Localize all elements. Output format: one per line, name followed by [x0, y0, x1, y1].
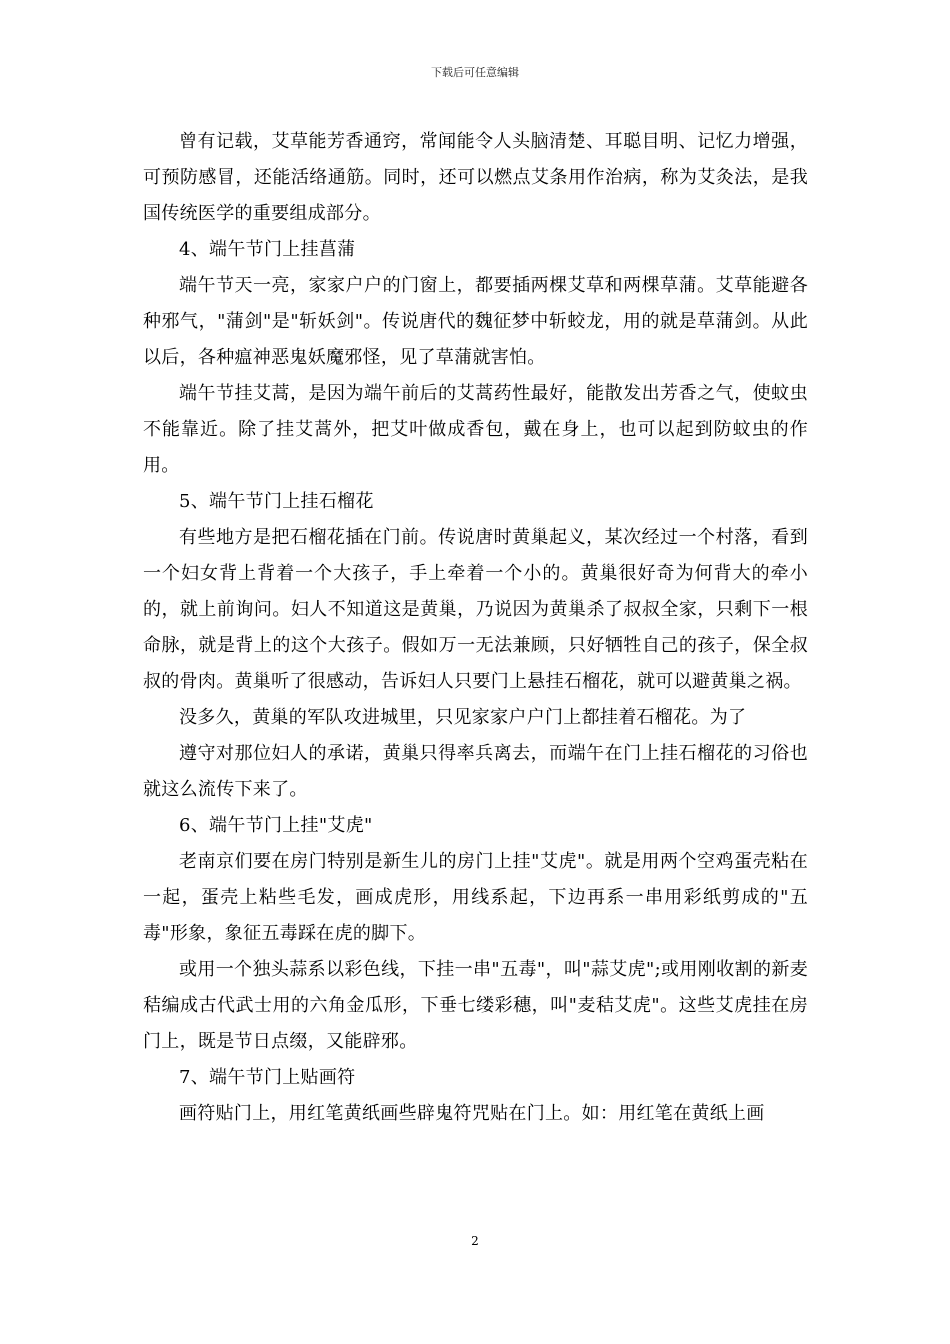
paragraph-aihu-eggshell: 老南京们要在房门特别是新生儿的房门上挂"艾虎"。就是用两个空鸡蛋壳粘在一起，蛋壳上粘些毛发，画成虎形，用线系起，下边再系一串用彩纸剪成的"五毒"形象，象征五毒踩在虎的脚下。: [143, 851, 808, 944]
section-heading-4: 4、端午节门上挂菖蒲: [179, 239, 356, 260]
paragraph-pomegranate-legend: 有些地方是把石榴花插在门前。传说唐时黄巢起义，某次经过一个村落，看到一个妇女背上背着一个大孩子，手上牵着一个小的。黄巢很好奇为何背大的牵小的，就上前询问。妇人不知道这是黄巢，乃说因为黄巢杀了叔叔全家，只剩下一根命脉，就是背上的这个大孩子。假如万一无法兼顾，只好牺牲自己的孩子，保全叔叔的骨肉。黄巢听了很感动，告诉妇人只要门上悬挂石榴花，就可以避黄巢之祸。: [143, 527, 808, 692]
paragraph-talisman: 画符贴门上，用红笔黄纸画些辟鬼符咒贴在门上。如：用红笔在黄纸上画: [179, 1103, 765, 1124]
section-heading-5: 5、端午节门上挂石榴花: [179, 491, 374, 512]
document-body: [143, 124, 808, 1132]
paragraph-moxa-benefits: 曾有记载，艾草能芳香通窍，常闻能令人头脑清楚、耳聪目明、记忆力增强，可预防感冒，还能活络通筋。同时，还可以燃点艾条用作治病，称为艾灸法，是我国传统医学的重要组成部分。: [143, 131, 808, 224]
paragraph-huangchao-army: 没多久，黄巢的军队攻进城里，只见家家户户门上都挂着石榴花。为了: [179, 707, 747, 728]
paragraph-custom-passed-down: 遵守对那位妇人的承诺，黄巢只得率兵离去，而端午在门上挂石榴花的习俗也就这么流传下来了。: [143, 743, 808, 800]
section-heading-6: 6、端午节门上挂"艾虎": [179, 815, 373, 836]
section-heading-7: 7、端午节门上贴画符: [179, 1067, 356, 1088]
paragraph-aihu-garlic: 或用一个独头蒜系以彩色线，下挂一串"五毒"，叫"蒜艾虎";或用刚收割的新麦秸编成古代武士用的六角金瓜形，下垂七缕彩穗，叫"麦秸艾虎"。这些艾虎挂在房门上，既是节日点缀，又能辟邪。: [143, 959, 808, 1052]
page-number: 2: [471, 1234, 479, 1248]
page-header: 下载后可任意编辑: [431, 66, 519, 79]
paragraph-calamus: 端午节天一亮，家家户户的门窗上，都要插两棵艾草和两棵草蒲。艾草能避各种邪气，"蒲剑"是"斩妖剑"。传说唐代的魏征梦中斩蛟龙，用的就是草蒲剑。从此以后，各种瘟神恶鬼妖魔邪怪，见了草蒲就害怕。: [143, 275, 808, 368]
paragraph-mugwort: 端午节挂艾蒿，是因为端午前后的艾蒿药性最好，能散发出芳香之气，使蚊虫不能靠近。除了挂艾蒿外，把艾叶做成香包，戴在身上，也可以起到防蚊虫的作用。: [143, 383, 808, 476]
